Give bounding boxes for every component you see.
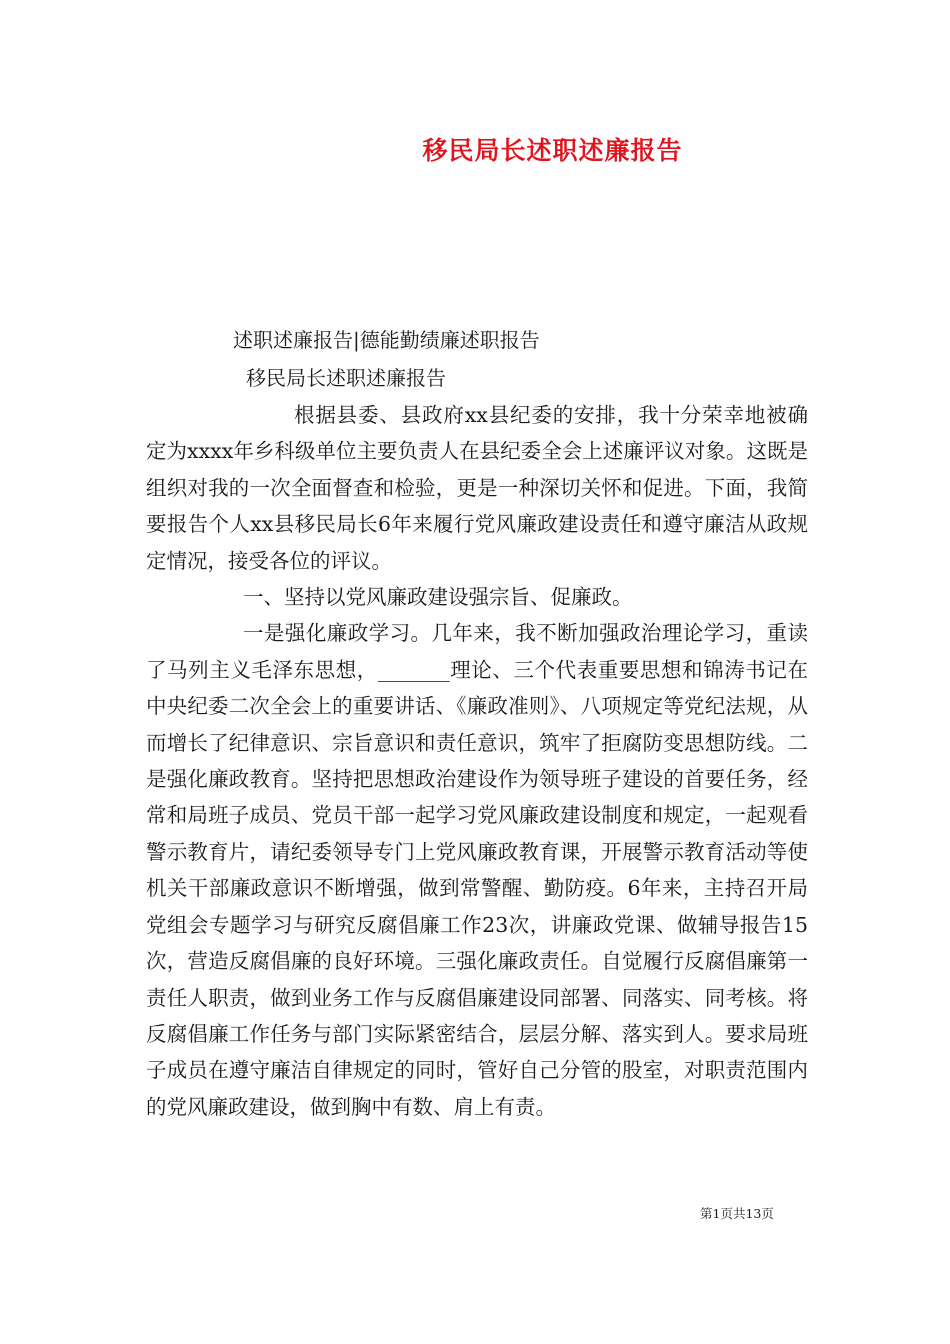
- page-number: 第1页共13页: [700, 1206, 774, 1221]
- paragraph-section-1: 一是强化廉政学习。几年来，我不断加强政治理论学习，重读了马列主义毛泽东思想，_______理论、三个代表重要思想和锦涛书记在中央纪委二次全会上的重要讲话、《廉政准则》、八项规定等党纪法规，从而增长了纪律意识、宗旨意识和责任意识，筑牢了拒腐防变思想防线。二是强化廉政教育。坚持把思想政治建设作为领导班子建设的首要任务，经常和局班子成员、党员干部一起学习党风廉政建设制度和规定，一起观看警示教育片，请纪委领导专门上党风廉政教育课，开展警示教育活动等使机关干部廉政意识不断增强，做到常警醒、勤防疫。6年来，主持召开局党组会专题学习与研究反腐倡廉工作23次，讲廉政党课、做辅导报告15次，营造反腐倡廉的良好环境。三强化廉政责任。自觉履行反腐倡廉第一责任人职责，做到业务工作与反腐倡廉建设同部署、同落实、同考核。将反腐倡廉工作任务与部门实际紧密结合，层层分解、落实到人。要求局班子成员在遵守廉洁自律规定的同时，管好自己分管的股室，对职责范围内的党风廉政建设，做到胸中有数、肩上有责。: [146, 621, 808, 1119]
- paragraph-intro: 根据县委、县政府xx县纪委的安排，我十分荣幸地被确定为xxxx年乡科级单位主要负责人在县纪委全会上述廉评议对象。这既是组织对我的一次全面督查和检验，更是一种深切关怀和促进。下面，我简要报告个人xx县移民局长6年来履行党风廉政建设责任和遵守廉洁从政规定情况，接受各位的评议。: [146, 403, 808, 573]
- document-body: [146, 397, 808, 1125]
- subheading-title: 移民局长述职述廉报告: [246, 366, 446, 390]
- section-heading-1: 一、坚持以党风廉政建设强宗旨、促廉政。: [243, 585, 633, 610]
- document-title: 移民局长述职述廉报告: [422, 136, 683, 165]
- subheading-category: 述职述廉报告|德能勤绩廉述职报告: [233, 328, 540, 352]
